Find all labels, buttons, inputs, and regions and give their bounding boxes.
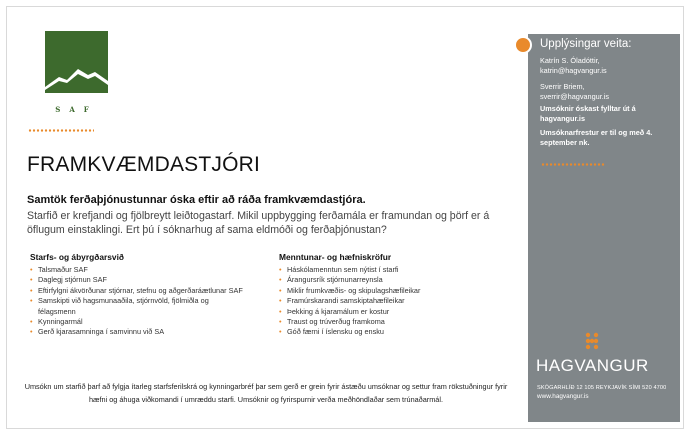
bullet-icon: • [30, 275, 33, 285]
bullet-icon: • [279, 306, 282, 316]
responsibilities-list [30, 265, 270, 338]
website-link[interactable]: www.hagvangur.is [537, 393, 589, 400]
contact-name: Sverrir Briem, [540, 82, 585, 91]
logo-text: SAF [55, 105, 98, 114]
contact-name: Katrín S. Óladóttir, [540, 56, 600, 65]
qualifications-section [279, 252, 519, 338]
bullet-icon: • [279, 317, 282, 327]
brand-address: SKÓGARHLÍÐ 12 105 REYKJAVÍK SÍMI 520 4700 [537, 385, 667, 391]
contact-email-link[interactable]: sverrir@hagvangur.is [540, 92, 610, 101]
mountain-icon [45, 31, 108, 93]
list-item: • Eftirfylgni ákvörðunar stjórnar, stefnu og aðgerðaráætlunar SAF [30, 285, 243, 295]
qualifications-list [279, 265, 519, 338]
list-item: • Kynningarmál [30, 317, 83, 327]
intro-text: Starfið er krefjandi og fjölbreytt leiðtogastarf. Mikil uppbygging ferðamála er framundan og þörf er á öflugum einstaklingi. Ert þú í sóknarhug af sama eldmóði og ferðaþjónustan? [27, 210, 490, 236]
responsibilities-heading: Starfs- og ábyrgðarsvið [30, 252, 125, 262]
list-item: • Góð færni í íslensku og ensku [279, 327, 384, 337]
list-item: • Daglegj stjórnun SAF [30, 275, 107, 285]
bullet-icon: • [30, 265, 33, 274]
contact-sverrir [540, 82, 675, 102]
bullet-icon: • [279, 327, 282, 337]
apply-note: Umsóknir óskast fylltar út á hagvangur.is [540, 104, 636, 123]
job-title: FRAMKVÆMDASTJÓRI [27, 153, 261, 176]
intro-heading: Samtök ferðaþjónustunnar óska eftir að ráða framkvæmdastjóra. [27, 194, 366, 206]
qualifications-heading: Menntunar- og hæfniskröfur [279, 252, 392, 262]
footer-text: Umsókn um starfið þarf að fylgja ítarleg starfsferilskrá og kynningarbréf þar sem gerð er grein fyrir ástæðu umsóknar og settur fram rökstuðningur fyrir hæfni og áhuga viðkomandi í umræddu starfi. Umsóknir og fyrirspurnir verða meðhöndlaðar sem trúnaðarmál. [24, 382, 508, 404]
saf-logo [45, 31, 108, 93]
bullet-icon: • [30, 296, 33, 306]
bullet-icon: • [279, 275, 282, 285]
dotted-divider [28, 129, 94, 132]
contact-katrin [540, 56, 675, 76]
list-item: • Miklir frumkvæðis- og skipulagshæfileikar [279, 285, 421, 295]
list-item: • Framúrskarandi samskiptahæfileikar [279, 296, 405, 306]
bullet-icon: • [279, 285, 282, 295]
panel-title: Upplýsingar veita: [540, 38, 632, 50]
list-item: • Þekking á kjaramálum er kostur [279, 306, 390, 316]
bullet-icon: • [279, 296, 282, 306]
list-item: • Talsmaður SAF [30, 265, 88, 274]
bullet-icon: • [30, 317, 33, 327]
bullet-icon: • [279, 265, 282, 274]
list-item: • Traust og trúverðug framkoma [279, 317, 385, 327]
responsibilities-section [30, 252, 270, 338]
bullet-icon: • [30, 327, 33, 337]
deadline-note: Umsóknarfrestur er til og með 4. september nk. [540, 128, 653, 147]
h-logo-icon [585, 332, 599, 350]
list-item: • Háskólamenntun sem nýtist í starfi [279, 265, 399, 274]
list-item: • Gerð kjarasamninga í samvinnu við SA [30, 327, 165, 337]
contact-email-link[interactable]: katrin@hagvangur.is [540, 66, 607, 75]
bullet-icon: • [30, 285, 33, 295]
list-item: • Árangursrík stjórnunarreynsla [279, 275, 383, 285]
brand-name: HAGVANGUR [536, 356, 649, 375]
dotted-divider [541, 163, 605, 166]
orange-dot-icon [514, 36, 532, 54]
list-item: • Samskipti við hagsmunaaðila, stjórnvöld, fjölmiðla og félagsmenn [30, 296, 209, 316]
